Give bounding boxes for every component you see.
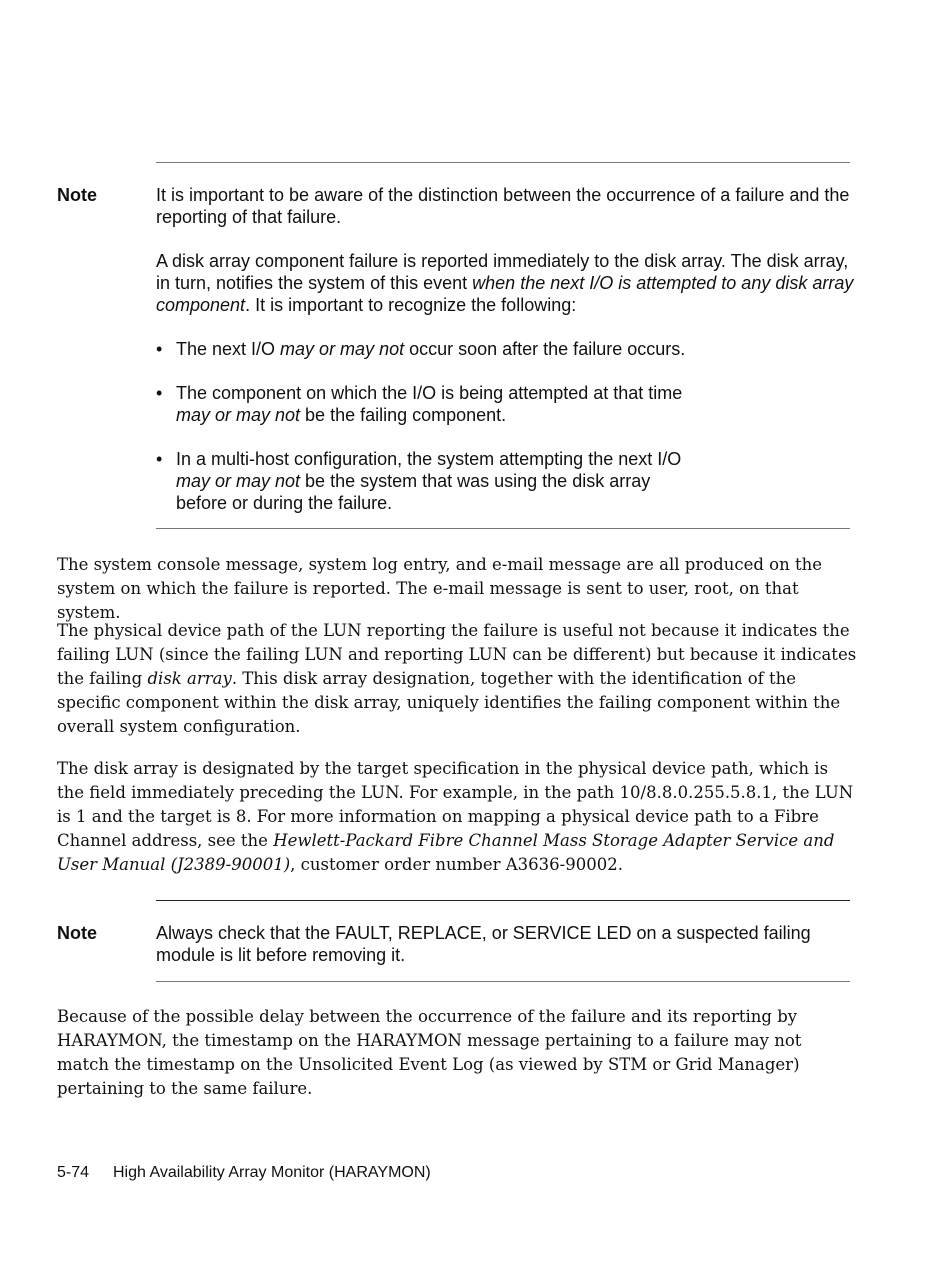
bullet-item (176, 382, 706, 426)
bullet-emphasis: may or may not (280, 339, 405, 359)
footer-title: High Availability Array Monitor (HARAYMON) (113, 1164, 431, 1181)
note-bottom-rule (156, 528, 850, 529)
bullet-emphasis: may or may not (176, 405, 301, 425)
body-paragraph-text: The physical device path of the LUN reporting the failure is useful not because it indicates the failing LUN (since the failing LUN and reporting LUN can be different) but because it indicates the failing (57, 621, 857, 688)
bullet-item (176, 338, 736, 360)
note-label: Note (57, 923, 97, 943)
bullet-emphasis: may or may not (176, 471, 301, 491)
bullet-text: be the system that was using the disk array before or during the failure. (176, 471, 651, 513)
page-footer (57, 1163, 431, 1183)
body-paragraph (57, 619, 857, 739)
body-paragraph: Because of the possible delay between the occurrence of the failure and its reporting by HARAYMON, the timestamp on the HARAYMON message pertaining to a failure may not match the timestamp on the Unsolicited Event Log (as viewed by STM or Grid Manager) pertaining to the same failure. (57, 1007, 802, 1098)
page-number: 5-74 (57, 1164, 90, 1181)
body-paragraph-text: , customer order number A3636-90002. (290, 855, 623, 874)
body-paragraph-text: The disk array is designated by the target specification in the physical device path, which is the field immediately preceding the LUN. For example, in the path 10/8.8.0.255.5.8.1, the LUN is 1 and the target is 8. For more information on mapping a physical device path to a Fibre Channel address, see the (57, 759, 854, 850)
body-paragraph (57, 757, 857, 877)
note-paragraph-text: It is important to be aware of the distinction between the occurrence of a failure and the reporting of that failure. (156, 185, 850, 227)
bullet-text: The next I/O (176, 339, 281, 359)
note-bottom-rule (156, 981, 850, 982)
note-paragraph: Always check that the FAULT, REPLACE, or SERVICE LED on a suspected failing module is lit before removing it. (156, 923, 811, 965)
bullet-text: The component on which the I/O is being attempted at that time (176, 383, 683, 403)
note-top-rule (156, 162, 850, 163)
note-paragraph-text: A disk array component failure is reported immediately to the disk array. The disk array, in turn, notifies the system of this event (156, 251, 849, 293)
bullet-text: be the failing component. (300, 405, 507, 425)
bullet-text: occur soon after the failure occurs. (404, 339, 686, 359)
bullet-marker: • (156, 449, 163, 469)
note-paragraph (156, 184, 856, 228)
bullet-item (176, 448, 706, 514)
note-emphasis: when the next I/O is attempted to any disk array component (156, 273, 854, 315)
bullet-marker: • (156, 339, 163, 359)
bullet-marker: • (156, 383, 163, 403)
bullet-text: In a multi-host configuration, the system attempting the next I/O (176, 449, 682, 469)
manual-title: Hewlett-Packard Fibre Channel Mass Storage Adapter Service and User Manual (J2389-90001) (57, 831, 835, 874)
note-paragraph (156, 250, 854, 316)
body-emphasis: disk array (147, 669, 232, 688)
body-paragraph-text: . This disk array designation, together with the identification of the specific component within the disk array, uniquely identifies the failing component within the overall system configuration. (57, 669, 841, 736)
note-top-rule (156, 900, 850, 901)
note-paragraph-text: . It is important to recognize the following: (245, 295, 577, 315)
body-paragraph: The system console message, system log entry, and e-mail message are all produced on the system on which the failure is reported. The e-mail message is sent to user, root, on that system. (57, 555, 822, 622)
note-label: Note (57, 185, 97, 205)
